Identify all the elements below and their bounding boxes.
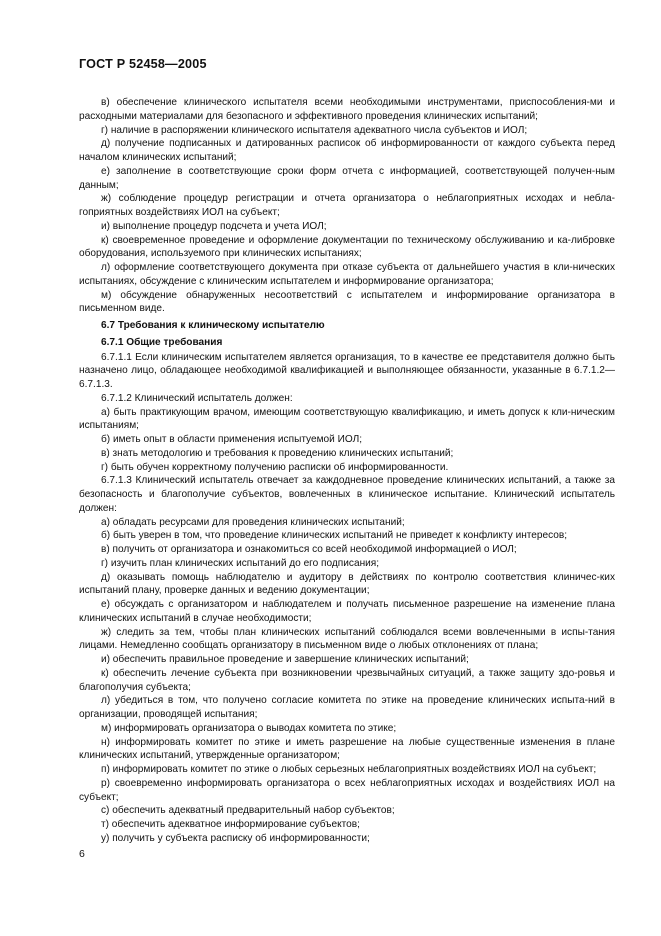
paragraph: е) заполнение в соответствующие сроки форм отчета с информацией, соответствующей получен-ным данным; [79,165,615,191]
paragraph: т) обеспечить адекватное информирование субъектов; [101,819,360,830]
paragraph: м) информировать организатора о выводах комитета по этике; [101,722,397,734]
paragraph: у) получить у субъекта расписку об информированности; [101,832,370,844]
paragraph: д) получение подписанных и датированных расписок об информированности от каждого субъекта перед началом клинических испытаний; [79,138,615,163]
document-header: ГОСТ Р 52458—2005 [79,57,207,71]
paragraph: в) знать методологию и требования к проведению клинических испытаний; [101,447,454,459]
paragraph: н) информировать комитет по этике и иметь разрешение на любые существенные изменения в плане клинических испытаний, утвержденные организатором; [79,736,615,762]
paragraph: 6.7.1.3 Клинический испытатель отвечает за каждодневное проведение клинических испытаний, а также за безопасность и благополучие субъектов, вовлеченных в клиническое испытание. Клинический испытатель должен: [79,475,615,514]
paragraph: г) изучить план клинических испытаний до его подписания; [101,557,380,569]
paragraph: с) обеспечить адекватный предварительный набор субъектов; [101,805,395,817]
paragraph: в) обеспечение клинического испытателя всеми необходимыми инструментами, приспособления-ми и расходными материалами для безопасного и эффективного проведения клинических испытаний; [79,97,615,122]
document-body [79,96,615,846]
paragraph: м) обсуждение обнаруженных несоответствий с испытателем и информирование организатора в письменном виде. [79,289,615,315]
section-heading: 6.7 Требования к клиническому испытателю [101,320,325,331]
paragraph: п) информировать комитет по этике о любых серьезных неблагоприятных воздействиях ИОЛ на субъект; [101,764,597,775]
paragraph: е) обсуждать с организатором и наблюдателем и получать письменное разрешение на изменение плана клинических испытаний в случае необходимости; [79,599,615,624]
paragraph: р) своевременно информировать организатора о всех неблагоприятных исходах и воздействиях ИОЛ на субъект; [79,777,615,803]
paragraph: и) обеспечить правильное проведение и завершение клинических испытаний; [101,654,469,665]
paragraph: а) обладать ресурсами для проведения клинических испытаний; [101,516,405,528]
paragraph: д) оказывать помощь наблюдателю и аудитору в действиях по контролю соответствия клиничес-ких испытаний плану, проверке данных и ведению документации; [79,571,615,597]
paragraph: 6.7.1.2 Клинический испытатель должен: [101,392,293,404]
paragraph: а) быть практикующим врачом, имеющим соответствующую квалификацию, и иметь допуск к кли-ническим испытаниям; [79,406,615,432]
paragraph: б) быть уверен в том, что проведение клинических испытаний не приведет к конфликту интересов; [101,530,568,542]
paragraph: г) быть обучен корректному получению расписки об информированности. [101,461,449,473]
paragraph: г) наличие в распоряжении клинического испытателя адекватного числа субъектов и ИОЛ; [101,124,528,136]
paragraph: ж) следить за тем, чтобы план клинических испытаний соблюдался всеми вовлеченными в испы-тания лицами. Немедленно сообщать организатору в письменном виде о любых отклонениях от плана; [79,626,615,652]
subsection-heading: 6.7.1 Общие требования [101,336,223,348]
paragraph: б) иметь опыт в области применения испытуемой ИОЛ; [101,434,363,445]
paragraph: ж) соблюдение процедур регистрации и отчета организатора о неблагоприятных исходах и небла-гоприятных воздействиях ИОЛ на субъект; [79,193,615,218]
paragraph: к) своевременное проведение и оформление документации по техническому обслуживанию и ка-либровке оборудования, используемого при клинических испытаниях; [79,234,615,260]
paragraph: л) оформление соответствующего документа при отказе субъекта от дальнейшего участия в кли-нических испытаниях, обсуждение с клиническим испытателем и информирование организатора; [79,262,615,287]
paragraph: л) убедиться в том, что получено согласие комитета по этике на проведение клинических испыта-ний в организации, проводящей испытания; [79,695,615,720]
paragraph: 6.7.1.1 Если клиническим испытателем является организация, то в качестве ее представителя должно быть назначено лицо, обладающее необходимой квалификацией и выполняющее обязанности, указанные в 6.7.1.2—6.7.1.3. [79,351,615,390]
paragraph: в) получить от организатора и ознакомиться со всей необходимой информацией о ИОЛ; [101,544,517,555]
paragraph: и) выполнение процедур подсчета и учета ИОЛ; [101,220,327,232]
page-number: 6 [79,848,85,860]
paragraph: к) обеспечить лечение субъекта при возникновении чрезвычайных ситуаций, а также защиту здо-ровья и благополучия субъекта; [79,667,615,693]
